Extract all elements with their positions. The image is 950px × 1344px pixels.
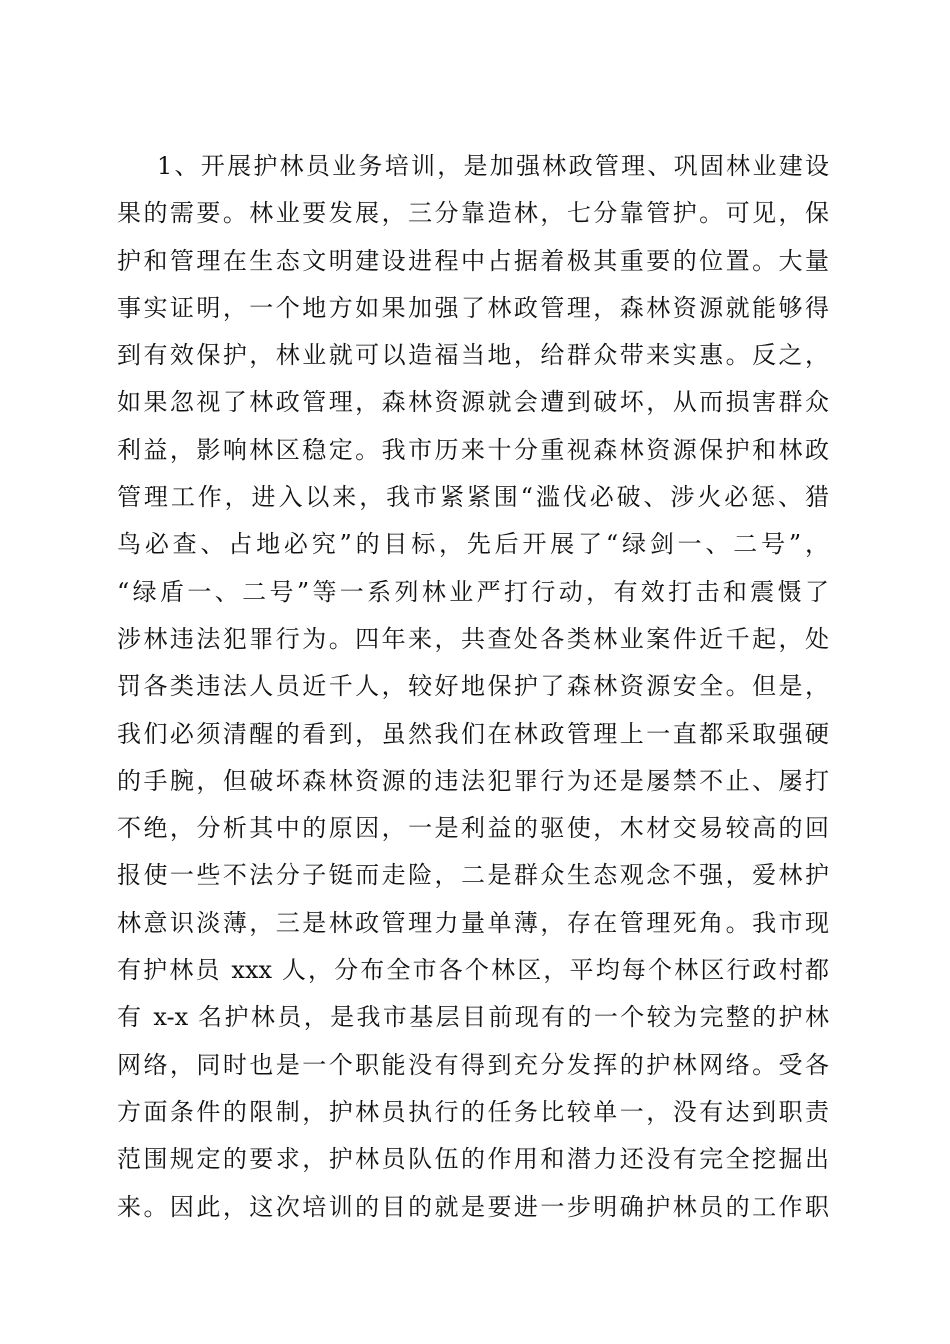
paragraph-line: 事实证明，一个地方如果加强了林政管理，森林资源就能够得 — [117, 293, 829, 322]
paragraph-line: 报使一些不法分子铤而走险，二是群众生态观念不强，爱林护 — [117, 861, 829, 890]
paragraph-line: 如果忽视了林政管理，森林资源就会遭到破坏，从而损害群众 — [117, 388, 829, 417]
paragraph-line: 有护林员 xxx 人，分布全市各个林区，平均每个林区行政村都 — [117, 956, 829, 985]
paragraph-line: 1、开展护林员业务培训，是加强林政管理、巩固林业建设 — [157, 152, 829, 180]
paragraph-line: 网络，同时也是一个职能没有得到充分发挥的护林网络。受各 — [117, 1050, 829, 1079]
paragraph-line: 范围规定的要求，护林员队伍的作用和潜力还没有完全挖掘出 — [117, 1145, 829, 1174]
paragraph-line: 林意识淡薄，三是林政管理力量单薄，存在管理死角。我市现 — [117, 908, 829, 937]
paragraph-line: “绿盾一、二号”等一系列林业严打行动，有效打击和震慑了 — [117, 577, 829, 606]
paragraph-line: 利益，影响林区稳定。我市历来十分重视森林资源保护和林政 — [117, 435, 829, 464]
paragraph-line: 果的需要。林业要发展，三分靠造林，七分靠管护。可见，保 — [117, 199, 829, 228]
paragraph-line: 管理工作，进入以来，我市紧紧围“滥伐必破、涉火必惩、猎 — [117, 483, 829, 512]
paragraph-line: 来。因此，这次培训的目的就是要进一步明确护林员的工作职 — [117, 1192, 829, 1221]
paragraph-line: 不绝，分析其中的原因，一是利益的驱使，木材交易较高的回 — [117, 814, 829, 843]
paragraph-line: 有 x-x 名护林员，是我市基层目前现有的一个较为完整的护林 — [117, 1003, 829, 1032]
body-paragraph — [117, 143, 829, 1231]
paragraph-line: 到有效保护，林业就可以造福当地，给群众带来实惠。反之， — [117, 341, 829, 370]
paragraph-line: 涉林违法犯罪行为。四年来，共查处各类林业案件近千起，处 — [117, 624, 829, 653]
paragraph-line: 的手腕，但破坏森林资源的违法犯罪行为还是屡禁不止、屡打 — [117, 766, 829, 795]
paragraph-line: 护和管理在生态文明建设进程中占据着极其重要的位置。大量 — [117, 246, 829, 275]
paragraph-line: 方面条件的限制，护林员执行的任务比较单一，没有达到职责 — [117, 1097, 829, 1126]
paragraph-line: 我们必须清醒的看到，虽然我们在林政管理上一直都采取强硬 — [117, 719, 829, 748]
paragraph-line: 鸟必查、占地必究”的目标，先后开展了“绿剑一、二号”， — [117, 530, 829, 559]
paragraph-line: 罚各类违法人员近千人，较好地保护了森林资源安全。但是， — [117, 672, 829, 701]
